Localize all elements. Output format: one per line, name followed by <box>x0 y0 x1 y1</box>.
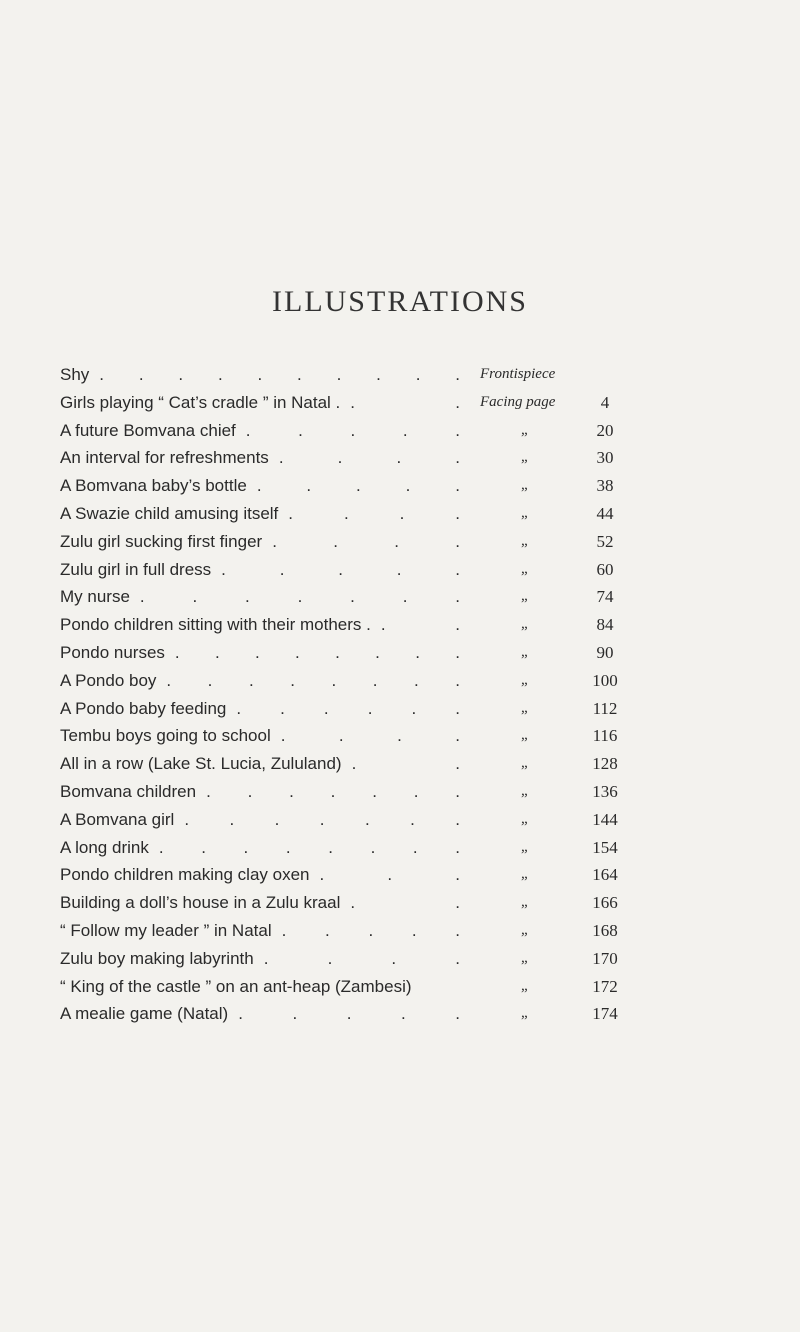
page-number: 20 <box>596 420 614 440</box>
ditto-mark: „ <box>521 1005 528 1022</box>
dot-leaders: . . . . <box>272 531 460 551</box>
dot-leaders: . . . . . . . <box>184 809 460 829</box>
page-number: 112 <box>592 698 618 718</box>
dot-leaders: . . <box>350 392 460 412</box>
list-item <box>60 973 760 1001</box>
list-item <box>60 889 760 917</box>
dot-leaders: . . . . . . . <box>139 587 460 607</box>
ditto-mark: „ <box>521 782 528 799</box>
page-number: 136 <box>592 781 618 801</box>
illustration-caption: A Pondo boy <box>60 670 157 690</box>
ditto-mark: „ <box>521 616 528 633</box>
page-number: 164 <box>592 865 618 885</box>
illustration-caption: A Bomvana girl <box>60 809 175 829</box>
list-item <box>60 1000 760 1028</box>
illustration-caption: A Pondo baby feeding <box>60 698 227 718</box>
dot-leaders: . . . . . . . . <box>174 642 460 662</box>
ditto-mark: „ <box>521 643 528 660</box>
list-item <box>60 667 760 695</box>
list-item <box>60 861 760 889</box>
page-number: 4 <box>600 392 610 412</box>
list-item <box>60 917 760 945</box>
illustration-caption: A mealie game (Natal) <box>60 1004 229 1024</box>
page-reference-label: Frontispiece <box>480 366 556 382</box>
ditto-mark: „ <box>521 727 528 744</box>
page-title: ILLUSTRATIONS <box>272 285 528 318</box>
list-item <box>60 444 760 472</box>
ditto-mark: „ <box>521 671 528 688</box>
list-item <box>60 834 760 862</box>
dot-leaders: . . <box>351 754 460 774</box>
illustration-caption: Pondo nurses <box>60 642 165 662</box>
illustration-caption: “ Follow my leader ” in Natal <box>60 920 272 940</box>
list-item <box>60 389 760 417</box>
illustration-caption: Pondo children sitting with their mothers . <box>60 615 371 635</box>
list-item <box>60 695 760 723</box>
page-number: 100 <box>592 670 618 690</box>
illustration-caption: Shy <box>60 365 90 384</box>
list-item <box>60 500 760 528</box>
ditto-mark: „ <box>521 449 528 466</box>
page-number: 166 <box>592 893 618 913</box>
list-item <box>60 361 760 389</box>
page-number: 38 <box>596 476 614 496</box>
ditto-mark: „ <box>521 810 528 827</box>
page-number: 30 <box>596 448 614 468</box>
list-item <box>60 778 760 806</box>
dot-leaders: . . . . . <box>221 559 460 579</box>
illustration-caption: Tembu boys going to school <box>60 726 271 746</box>
list-item <box>60 639 760 667</box>
ditto-mark: „ <box>521 977 528 994</box>
page-number: 128 <box>592 754 618 774</box>
page-number: 74 <box>596 587 614 607</box>
ditto-mark: „ <box>521 532 528 549</box>
illustration-caption: All in a row (Lake St. Lucia, Zululand) <box>60 754 342 774</box>
dot-leaders: . . . . . <box>245 420 460 440</box>
page-number: 168 <box>592 920 618 940</box>
dot-leaders: . . . . . . . . <box>158 837 460 857</box>
page-number: 116 <box>592 726 618 746</box>
illustration-caption: A Swazie child amusing itself <box>60 503 279 523</box>
dot-leaders: . . . . . . <box>236 698 460 718</box>
illustrations-list <box>60 361 760 1028</box>
ditto-mark: „ <box>521 588 528 605</box>
illustration-caption: Pondo children making clay oxen <box>60 865 310 885</box>
ditto-mark: „ <box>521 949 528 966</box>
illustration-caption: Zulu girl in full dress <box>60 559 212 579</box>
ditto-mark: „ <box>521 755 528 772</box>
page-number: 52 <box>596 531 614 551</box>
page-number: 144 <box>592 809 618 829</box>
page-number: 170 <box>592 948 618 968</box>
dot-leaders: . . . . . <box>256 476 460 496</box>
dot-leaders: . . . . <box>263 948 460 968</box>
list-item <box>60 722 760 750</box>
page-number: 84 <box>596 615 614 635</box>
illustration-caption: A Bomvana baby’s bottle <box>60 476 247 496</box>
list-item <box>60 611 760 639</box>
dot-leaders: . . <box>380 615 460 635</box>
page-number: 60 <box>596 559 614 579</box>
page-number: 174 <box>592 1004 618 1024</box>
dot-leaders: . . . <box>319 865 460 885</box>
list-item <box>60 583 760 611</box>
illustration-caption: Building a doll’s house in a Zulu kraal <box>60 893 341 913</box>
list-item <box>60 945 760 973</box>
dot-leaders: . . . . . . . . . . <box>99 365 460 384</box>
dot-leaders: . . . . <box>280 726 460 746</box>
ditto-mark: „ <box>521 421 528 438</box>
illustration-caption: Girls playing “ Cat’s cradle ” in Natal . <box>60 392 341 412</box>
dot-leaders: . . . . . <box>281 920 460 940</box>
illustration-caption: Zulu boy making labyrinth <box>60 948 254 968</box>
page-number: 154 <box>592 837 618 857</box>
ditto-mark: „ <box>521 560 528 577</box>
ditto-mark: „ <box>521 504 528 521</box>
page-number: 44 <box>596 503 614 523</box>
illustration-caption: Bomvana children <box>60 781 197 801</box>
list-item <box>60 556 760 584</box>
list-item <box>60 806 760 834</box>
illustration-caption: Zulu girl sucking first finger <box>60 531 263 551</box>
list-item <box>60 528 760 556</box>
page-number: 172 <box>592 976 618 996</box>
ditto-mark: „ <box>521 477 528 494</box>
ditto-mark: „ <box>521 699 528 716</box>
list-item <box>60 472 760 500</box>
list-item <box>60 417 760 445</box>
page-reference-label: Facing page <box>480 393 556 410</box>
illustration-caption: My nurse <box>60 587 130 607</box>
list-item <box>60 750 760 778</box>
dot-leaders: . . . . . . . . <box>166 670 460 690</box>
dot-leaders: . . . . <box>278 448 460 468</box>
ditto-mark: „ <box>521 866 528 883</box>
illustration-caption: “ King of the castle ” on an ant-heap (Zambesi) <box>60 976 412 996</box>
dot-leaders: . . . . <box>288 503 460 523</box>
ditto-mark: „ <box>521 921 528 938</box>
illustration-caption: A future Bomvana chief <box>60 420 236 440</box>
illustration-caption: An interval for refreshments <box>60 448 269 468</box>
dot-leaders: . . . . . . . <box>206 781 460 801</box>
ditto-mark: „ <box>521 838 528 855</box>
dot-leaders: . . <box>350 893 460 913</box>
page-number: 90 <box>596 642 614 662</box>
illustration-caption: A long drink <box>60 837 149 857</box>
ditto-mark: „ <box>521 894 528 911</box>
dot-leaders: . . . . . <box>238 1004 460 1024</box>
